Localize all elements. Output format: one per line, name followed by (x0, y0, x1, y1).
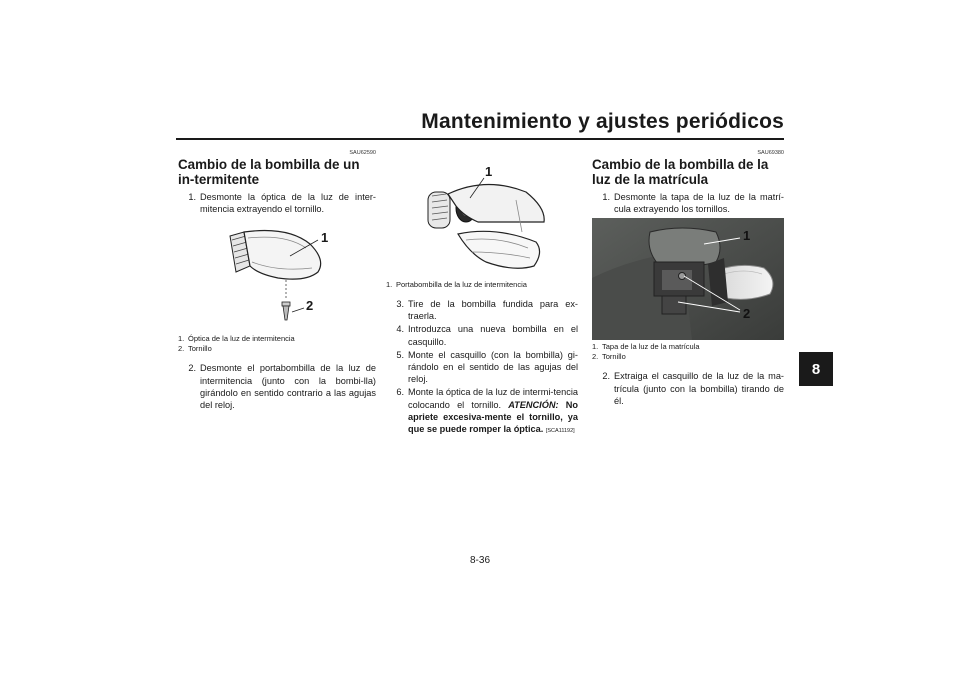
header-rule (176, 138, 784, 140)
indicator-lens-illustration (178, 216, 376, 334)
figure-caption (592, 342, 784, 352)
caption-text: Tornillo (188, 344, 212, 354)
step-number: 5. (396, 349, 404, 360)
step-item (178, 191, 376, 215)
step-text: Monte el casquillo (con la bombilla) gi-rándolo en el sentido de las agujas del reloj. (408, 349, 578, 385)
callout-2: 2 (743, 306, 751, 322)
step-item (178, 362, 376, 411)
chapter-tab: 8 (799, 352, 833, 386)
step-item (386, 349, 578, 386)
step-text: Tire de la bombilla fundida para ex-traerla. (408, 299, 578, 322)
page-number: 8-36 (469, 555, 490, 566)
step-item (592, 191, 784, 215)
license-light-figure (592, 218, 784, 340)
step-number: 2. (602, 371, 610, 382)
caption-text: Tornillo (602, 352, 626, 362)
step-text: Extraiga el casquillo de la luz de la ma-trícula (junto con la bombilla) tirando de él. (614, 371, 784, 406)
callout-2: 2 (306, 298, 314, 314)
indicator-lens-figure (178, 216, 376, 334)
middle-column (386, 156, 578, 438)
section-code: SAU62590 (349, 150, 376, 156)
caption-text: Portabombilla de la luz de intermitencia (396, 280, 527, 289)
warning-code: [SCA11192] (545, 428, 575, 435)
warning-label: ATENCIÓN: (508, 399, 559, 410)
step-item (592, 370, 784, 407)
step-number: 1. (188, 192, 196, 202)
figure-caption (178, 334, 376, 344)
step-text: Monte la óptica de la luz de intermi-tencia colocando el tornillo. (408, 387, 578, 410)
step-number: 3. (396, 299, 404, 309)
step-text: Introduzca una nueva bombilla en el casquillo. (408, 324, 578, 347)
step-number: 4. (396, 324, 404, 335)
step-item (386, 386, 578, 437)
step-item (386, 323, 578, 347)
caption-number: 2. (178, 344, 185, 354)
figure-caption (178, 344, 376, 354)
bulb-socket-illustration (386, 156, 578, 278)
section-code: SAU69380 (757, 150, 784, 156)
caption-number: 1. (178, 334, 185, 344)
right-column (592, 150, 784, 408)
callout-1: 1 (485, 164, 493, 179)
caption-number: 2. (592, 352, 599, 362)
caption-number: 1. (592, 342, 599, 352)
caption-text: Óptica de la luz de intermitencia (188, 334, 295, 344)
step-text: Desmonte el portabombilla de la luz de intermitencia (junto con la bombi-lla) girándolo en sentido contrario a las agujas del reloj. (200, 363, 376, 411)
step-text: Desmonte la óptica de la luz de inter-mitencia extrayendo el tornillo. (200, 192, 376, 215)
left-column (178, 150, 376, 412)
step-number: 1. (602, 192, 610, 202)
figure-caption (386, 280, 578, 290)
license-light-photo (592, 218, 784, 340)
figure-caption (592, 352, 784, 362)
caption-number: 1. (386, 280, 393, 289)
section-heading: Cambio de la bombilla de un in-termitente (178, 157, 360, 187)
page-header-title: Mantenimiento y ajustes periódicos (421, 110, 784, 133)
step-text: Desmonte la tapa de la luz de la matrí-cula extrayendo los tornillos. (614, 192, 784, 215)
caption-text: Tapa de la luz de la matrícula (602, 342, 700, 352)
bulb-socket-figure (386, 156, 578, 278)
warning-text: No apriete excesiva-mente el tornillo, ya que se puede romper la óptica. (408, 399, 578, 435)
section-heading: Cambio de la bombilla de la luz de la matrícula (592, 157, 769, 187)
callout-1: 1 (743, 228, 751, 244)
step-number: 6. (396, 387, 404, 398)
callout-1: 1 (321, 230, 329, 246)
step-number: 2. (188, 363, 196, 374)
step-text-with-warning (408, 386, 578, 437)
step-item (386, 298, 578, 322)
